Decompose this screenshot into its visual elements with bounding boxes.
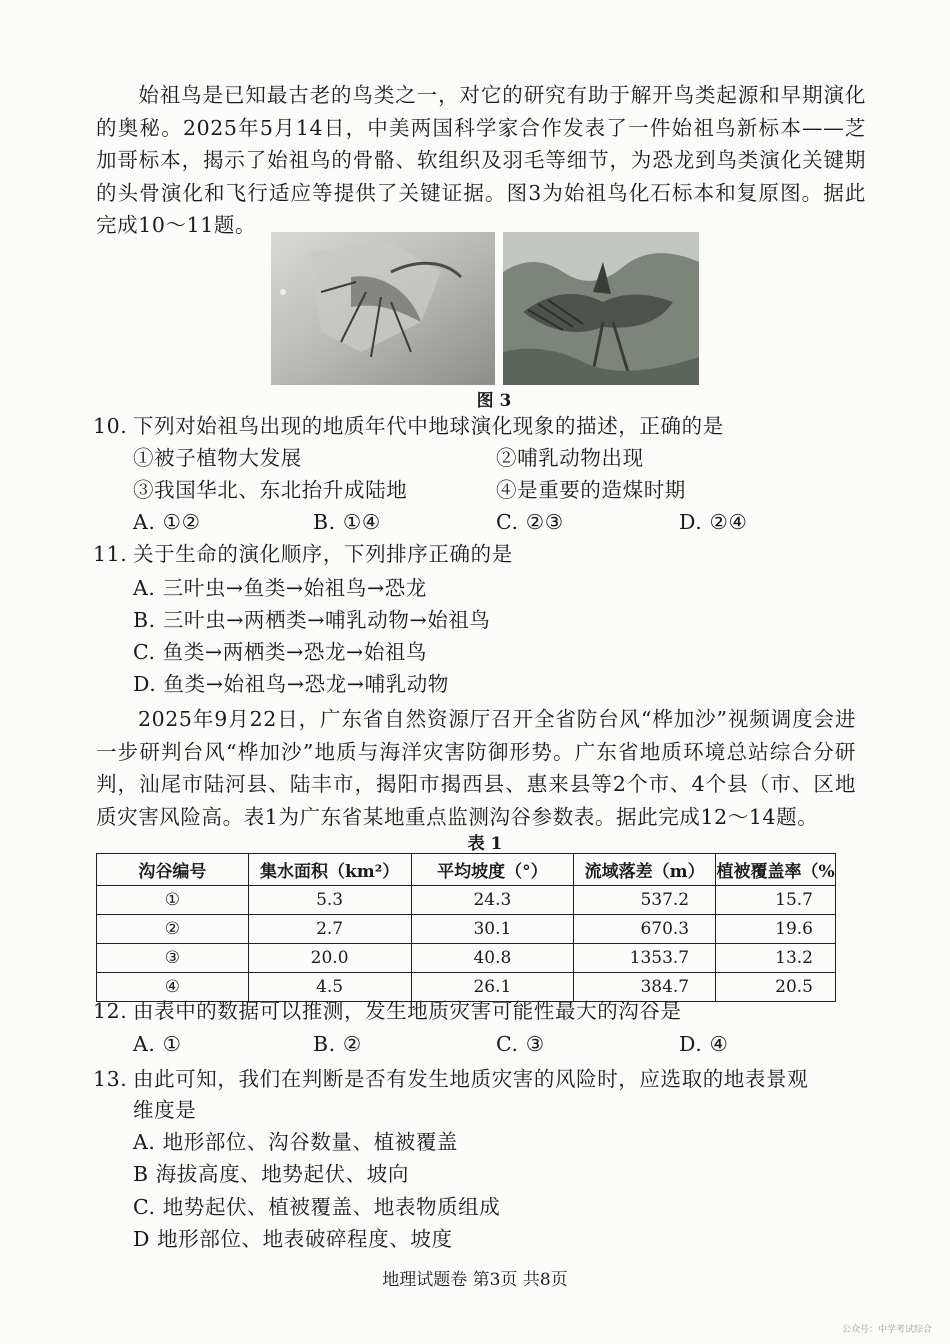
cell-area: 20.0 (248, 944, 411, 973)
q11-option-b[interactable]: B. 三叶虫→两栖类→哺乳动物→始祖鸟 (133, 608, 491, 632)
cell-id: ② (97, 915, 249, 944)
intro-paragraph-2: 2025年9月22日，广东省自然资源厅召开全省防台风“桦加沙”视频调度会进一步研判台风“桦加沙”地质与海洋灾害防御形势。广东省地质环境总站综合分研判，汕尾市陆河县、陆丰市，揭阳市揭西县、惠来县等2个市、4个县（市、区地质灾害风险高。表1为广东省某地重点监测沟谷参数表。据此完成12～14题。 (96, 707, 856, 829)
col-header-id: 沟谷编号 (97, 854, 249, 886)
q13-option-a[interactable]: A. 地形部位、沟谷数量、植被覆盖 (133, 1130, 459, 1154)
cell-drop: 1353.7 (574, 944, 716, 973)
q10-option-a[interactable]: A. ①② (133, 510, 201, 534)
table-row (97, 944, 836, 973)
cell-id: ① (97, 886, 249, 915)
page-footer: 地理试题卷 第3页 共8页 (382, 1270, 568, 1290)
cell-id: ③ (97, 944, 249, 973)
q12-option-b[interactable]: B. ② (313, 1032, 362, 1056)
cell-slope: 26.1 (411, 973, 574, 1002)
q12-option-c[interactable]: C. ③ (496, 1032, 545, 1056)
table-header-row (97, 854, 836, 886)
question-11-stem: 11. 关于生命的演化顺序，下列排序正确的是 (93, 542, 513, 566)
q10-option-c[interactable]: C. ②③ (496, 510, 564, 534)
table-row (97, 915, 836, 944)
cell-area: 2.7 (248, 915, 411, 944)
cell-vegetation: 13.2 (716, 944, 836, 973)
q10-item-1: ①被子植物大发展 (133, 446, 302, 470)
q10-item-4: ④是重要的造煤时期 (496, 478, 686, 502)
question-13-stem: 13. 由此可知，我们在判断是否有发生地质灾害的风险时，应选取的地表景观 (93, 1067, 809, 1091)
q10-option-d[interactable]: D. ②④ (679, 510, 748, 534)
table-row (97, 886, 836, 915)
gully-parameter-table (96, 853, 836, 1002)
cell-drop: 537.2 (574, 886, 716, 915)
fossil-specimen-photo (271, 232, 495, 385)
q13-option-c[interactable]: C. 地势起伏、植被覆盖、地表物质组成 (133, 1195, 501, 1219)
q10-item-3: ③我国华北、东北抬升成陆地 (133, 478, 408, 502)
q12-option-d[interactable]: D. ④ (679, 1032, 729, 1056)
intro-paragraph-1: 始祖鸟是已知最古老的鸟类之一，对它的研究有助于解开鸟类起源和早期演化的奥秘。2025年5月14日，中美两国科学家合作发表了一件始祖鸟新标本——芝加哥标本，揭示了始祖鸟的骨骼、软组织及羽毛等细节，为恐龙到鸟类演化关键期的头骨演化和飞行适应等提供了关键证据。图3为始祖鸟化石标本和复原图。据此完成10～11题。 (96, 83, 866, 237)
question-12-stem: 12. 由表中的数据可以推测，发生地质灾害可能性最大的沟谷是 (93, 999, 682, 1023)
cell-vegetation: 20.5 (716, 973, 836, 1002)
q11-option-a[interactable]: A. 三叶虫→鱼类→始祖鸟→恐龙 (133, 576, 427, 600)
cell-drop: 670.3 (574, 915, 716, 944)
question-13-stem-cont: 维度是 (133, 1098, 197, 1122)
cell-slope: 24.3 (411, 886, 574, 915)
col-header-area: 集水面积（km²） (248, 854, 411, 886)
col-header-vegetation: 植被覆盖率（% (716, 854, 836, 886)
cell-slope: 30.1 (411, 915, 574, 944)
table-caption: 表 1 (467, 834, 503, 854)
reconstruction-illustration (503, 232, 699, 385)
cell-id: ④ (97, 973, 249, 1002)
q11-option-c[interactable]: C. 鱼类→两栖类→恐龙→始祖鸟 (133, 640, 428, 664)
col-header-drop: 流域落差（m） (574, 854, 716, 886)
col-header-slope: 平均坡度（°） (411, 854, 574, 886)
q13-option-d[interactable]: D 地形部位、地表破碎程度、坡度 (133, 1227, 453, 1251)
q10-option-b[interactable]: B. ①④ (313, 510, 381, 534)
cell-area: 4.5 (248, 973, 411, 1002)
q10-item-2: ②哺乳动物出现 (496, 446, 644, 470)
cell-area: 5.3 (248, 886, 411, 915)
question-10-stem: 10. 下列对始祖鸟出现的地质年代中地球演化现象的描述，正确的是 (93, 414, 724, 438)
cell-vegetation: 15.7 (716, 886, 836, 915)
cell-slope: 40.8 (411, 944, 574, 973)
q11-option-d[interactable]: D. 鱼类→始祖鸟→恐龙→哺乳动物 (133, 672, 449, 696)
q13-option-b[interactable]: B 海拔高度、地势起伏、坡向 (133, 1162, 409, 1186)
figure-caption: 图 3 (476, 391, 512, 411)
q12-option-a[interactable]: A. ① (133, 1032, 182, 1056)
cell-vegetation: 19.6 (716, 915, 836, 944)
cell-drop: 384.7 (574, 973, 716, 1002)
watermark: 公众号：中学考试综合 (841, 1325, 932, 1335)
